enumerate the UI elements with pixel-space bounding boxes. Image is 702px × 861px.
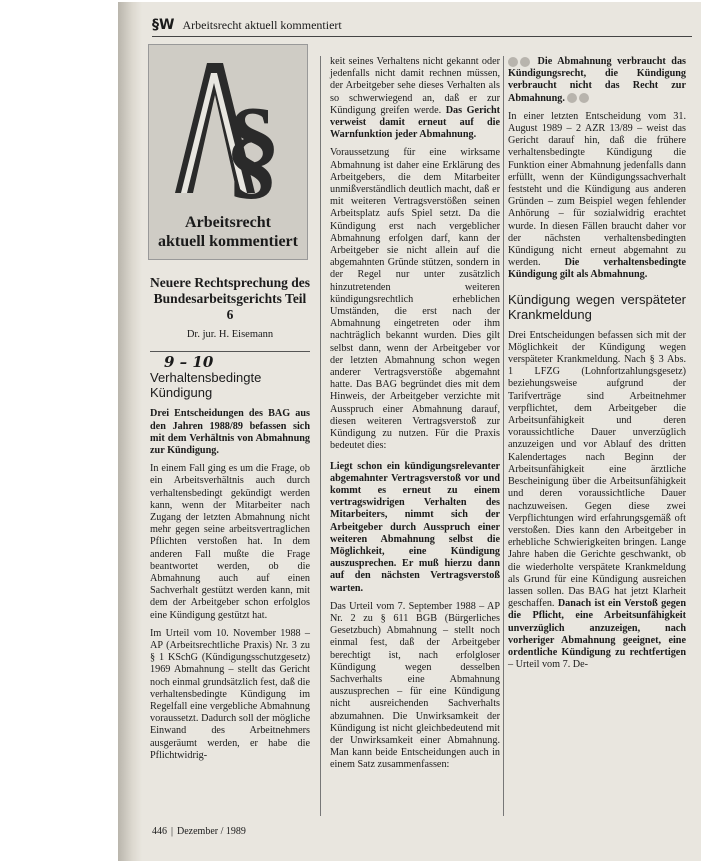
running-header (152, 14, 692, 37)
footer-separator-icon: | (171, 826, 174, 837)
logo-caption (149, 213, 307, 251)
highlight-text: Die Abmahnung verbraucht das Kündigungsrecht, die Kündigung verbraucht nicht das Recht zur Abmahnung. (508, 56, 686, 104)
bullet-dot-icon (520, 57, 530, 67)
column-divider (320, 56, 321, 816)
paragraph-a-logo-icon (167, 53, 289, 203)
running-title: Arbeitsrecht aktuell kommentiert (182, 17, 342, 32)
logo-caption-line1: Arbeitsrecht (185, 214, 271, 231)
highlight-paragraph (508, 56, 686, 105)
body-text: Drei Entscheidungen befassen sich mit der Möglichkeit der Kündigung wegen verspäteter Krankmeldung. Nach § 3 Abs. 1 LFZG (Lohnfortzahlungsgesetz) beziehungsweise aufgrund der Tarifverträge sind Arbeitnehmer verpflichtet, dem Arbeitgeber die Arbeitsunfähigkeit und deren voraussichtliche Dauer unverzüglich anzuzeigen und vor Ablauf des dritten Kalendertages nach Beginn der Arbeitsunfähigkeit eine ärztliche Bescheinigung über die Arbeitsunfähigkeit und deren voraussichtliche Dauer nachzuweisen. Gegen diese zwei Verpflichtungen wird erfahrungsgemäß oft verstoßen. Dies kann den Arbeitgeber in erhebliche Schwierigkeiten bringen. Lange Jahre haben die Gerichte geschwankt, ob die wiederholte verspätete Krankmeldung als Grund für eine Kündigung ausreichen lassen sollen. Das BAG hat jetzt Klarheit geschaffen. (508, 329, 686, 610)
bullet-dot-icon (567, 93, 577, 103)
lead-paragraph: Drei Entscheidungen des BAG aus den Jahren 1988/89 befassen sich mit dem Verhältnis von Abmahnung zur Kündigung. (150, 408, 310, 457)
body-paragraph: Im Urteil vom 10. November 1988 – AP (Arbeitsrechtliche Praxis) Nr. 3 zu § 1 KSchG (Kündigungsschutzgesetz) 1969 Abmahnung – stellt das Gericht noch einmal grundsätzlich fest, daß die verhaltensbedingte Kündigung im Regelfall eine vergebliche Abmahnung voraussetzt. Dadurch soll der mögliche Einwand des Arbeitnehmers ausgeräumt werden, er habe die Pflichtwidrig- (150, 627, 310, 761)
section-rule (150, 351, 310, 352)
body-paragraph (508, 111, 686, 282)
section-title: Verhaltensbedingte Kündigung (150, 370, 262, 401)
column-divider (503, 56, 504, 816)
author: Dr. jur. H. Eisemann (186, 329, 274, 340)
series-title: Neuere Rechtsprechung des Bundesarbeitsgerichts Teil 6 (150, 275, 310, 322)
publication-logo: §W (152, 17, 175, 33)
issue-date: Dezember / 1989 (177, 826, 246, 837)
body-paragraph: Voraussetzung für eine wirksame Abmahnung ist daher eine Erklärung des Arbeitgebers, die dem Mitarbeiter unmißverständlich deutlich macht, daß er mit weiteren Vertragsverstößen seinen Arbeitsplatz aufs Spiel setzt. Da die Kündigung erst nach vergeblicher Abmahnung erfolgen darf, kann der Arbeitgeber sie nicht allein auf die abgemahnten Gründe stützen, sondern in der Regel nur unter zusätzlich hinzutretenden weiteren kündigungsrechtlich erheblichen Umständen, die erst nach der Abmahnung eingetreten oder ihm nachträglich bekannt wurden. Dies gilt selbst dann, wenn der Arbeitgeber vor der letzten Abmahnung schon wegen anderer Vertragsverstöße abgemahnt hatte. Das BAG begründet dies mit dem Hinweis, der Arbeitgeber verzichte mit Ausspruch einer Abmahnung darauf, diesen weiteren Vertragsverstoß zur Kündigung zu nutzen. Für die Praxis bedeutet dies: (330, 147, 500, 452)
body-text: keit seines Verhaltens nicht gekannt oder jedenfalls nicht damit rechnen müssen, der Arbeitgeber sehe dieses Verhalten als so schwerwiegend an, daß er zur Kündigung greifen werde. (330, 56, 500, 116)
bullet-dot-icon (579, 93, 589, 103)
page-number: 446 (152, 826, 167, 837)
book-spine (118, 2, 142, 861)
emphasis-text: Danach ist ein Verstoß gegen die Pflicht, eine Arbeitsunfähigkeit unverzüglich anzuzeigen, nach vorheriger Abmahnung geeignet, eine ordentliche Kündigung zu rechtfertigen (508, 598, 686, 658)
emphasis-text: Die verhaltensbedingte Kündigung gilt als Abmahnung. (508, 257, 686, 281)
section-title: Kündigung wegen verspäteter Krankmeldung (508, 291, 686, 322)
handwritten-note: 9 – 10 (164, 353, 214, 372)
highlight-paragraph: Liegt schon ein kündigungsrelevanter abgemahnter Vertragsverstoß vor und kommt es erneut zu einem vertragswidrigen Verhalten des Mitarbeiters, nimmt sich der Arbeitgeber durch Ausspruch einer weiteren Abmahnung selbst die Möglichkeit, eine Kündigung auszusprechen. Er muß hierzu dann auf den nächsten Vertragsverstoß warten. (330, 460, 500, 594)
column-2 (330, 56, 500, 778)
page-footer (152, 826, 246, 837)
bullet-dot-icon (508, 57, 518, 67)
body-text: – Urteil vom 7. De- (508, 659, 589, 671)
body-paragraph (508, 330, 686, 672)
column-3 (508, 56, 686, 677)
body-paragraph (330, 56, 500, 141)
emphasis-text: Das Gericht verweist damit erneut auf die Warnfunktion jeder Abmahnung. (330, 104, 501, 141)
column-1 (150, 275, 310, 768)
logo-caption-line2: aktuell kommentiert (158, 233, 298, 250)
body-paragraph: In einem Fall ging es um die Frage, ob ein Arbeitsverhältnis auch durch verhaltensbedingt gekündigt werden kann, wenn der Mitarbeiter nach Zugang der letzten Abmahnung nicht mehr gegen seine arbeitsvertraglichen Pflichten verstoßen hat. In dem anderen Fall mußte die Frage beantwortet werden, ob die Abmahnung auch auf einen Sachverhalt gestützt werden kann, mit dem der Arbeitgeber schon erfolglos eine Kündigung gestützt hat. (150, 463, 310, 621)
series-logo-box (148, 44, 308, 260)
body-text: In einer letzten Entscheidung vom 31. August 1989 – 2 AZR 13/89 – weist das Gericht darauf hin, daß die frühere verhaltensbedingte Kündigung die Funktion einer Abmahnung jedenfalls dann erfüllt, wenn der Kündigungssachverhalt feststeht und die Kündigung aus anderen Gründen – zum Beispiel wegen fehlender Anhörung – für sozialwidrig erachtet wurde. In diesen Fällen braucht daher vor der nächsten verhaltensbedingten Kündigung nicht erneut abgemahnt zu werden. (508, 110, 686, 269)
body-paragraph: Das Urteil vom 7. September 1988 – AP Nr. 2 zu § 611 BGB (Bürgerliches Gesetzbuch) Abmahnung – stellt noch einmal fest, daß der Arbeitgeber berechtigt ist, nach erfolgloser Kündigung wegen desselben Sachverhalts eine Abmahnung auszusprechen – für eine Kündigung nicht ausreichenden Sachverhalts abzumahnen. Die Unwirksamkeit der Kündigung ist nicht gleichbedeutend mit der Unwirksamkeit einer Abmahnung. Man kann beide Entscheidungen auch in einem Satz zusammenfassen: (330, 600, 500, 771)
svg-text:§: § (225, 86, 281, 203)
